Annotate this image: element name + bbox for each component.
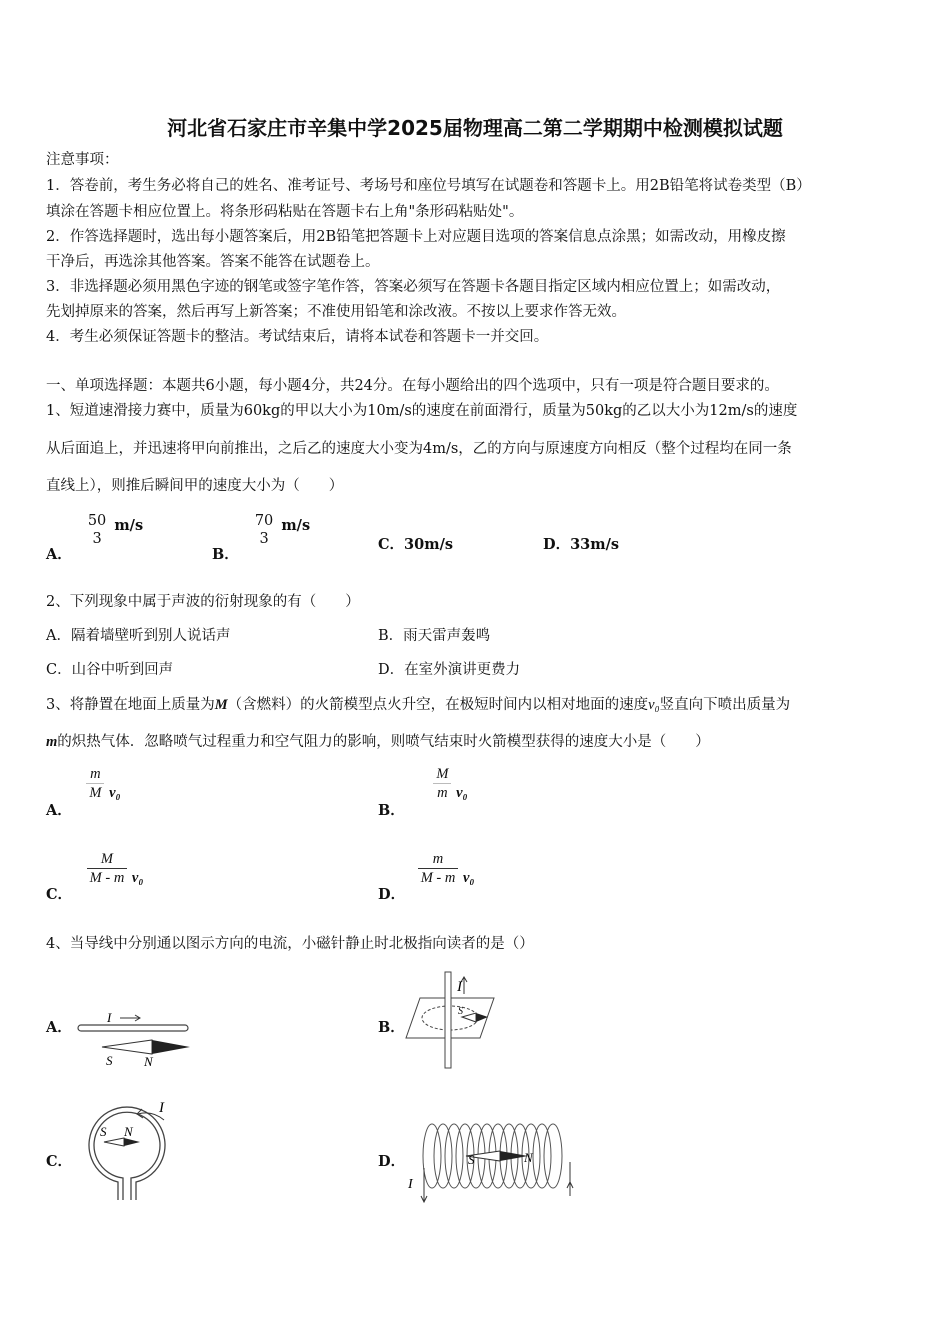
unit: m/s (114, 517, 144, 534)
option-label: A． (46, 801, 72, 819)
option-label: B． (212, 546, 239, 563)
symbol-v0: v₀ (131, 869, 144, 886)
fraction (86, 765, 104, 802)
fraction (85, 512, 109, 548)
fraction (87, 850, 128, 887)
label-S: S (100, 1124, 107, 1139)
q2-stem: 2、下列现象中属于声波的衍射现象的有（ ） (46, 594, 360, 610)
coil-turn (533, 1124, 551, 1188)
q4-option-d[interactable]: D． (378, 1153, 406, 1170)
notice-line: 4．考生必须保证答题卡的整洁。考试结束后，请将本试卷和答题卡一并交回。 (46, 329, 549, 345)
numerator: 50 (87, 513, 107, 529)
symbol-v0: v₀ (648, 697, 660, 713)
option-label: C． (378, 536, 405, 553)
needle-south-icon (104, 1138, 124, 1146)
numerator: 70 (254, 513, 274, 529)
text: （含燃料）的火箭模型点火升空，在极短时间内以相对地面的速度 (227, 697, 649, 713)
symbol-v0: v₀ (462, 869, 475, 886)
coil-turn (445, 1124, 463, 1188)
option-label: D． (378, 885, 406, 903)
notice-heading: 注意事项： (46, 152, 119, 168)
symbol-m: m (46, 734, 58, 750)
label-S: S (458, 1006, 463, 1017)
denominator: M - m (87, 868, 128, 887)
label-N: N (524, 1150, 533, 1165)
q4-option-b[interactable]: B． (378, 1019, 405, 1036)
option-text: 30m/s (404, 536, 454, 553)
denominator: 3 (92, 531, 102, 547)
option-label: A． (46, 546, 72, 563)
notice-line: 3．非选择题必须用黑色字迹的钢笔或签字笔作答，答案必须写在答题卡各题目指定区域内相应位置上；如需改动， (46, 279, 781, 295)
q1-stem-line: 直线上），则推后瞬间甲的速度大小为（ ） (46, 478, 344, 494)
q4-option-c[interactable]: C． (46, 1153, 73, 1170)
label-N: N (144, 1054, 153, 1069)
q1-option-c[interactable] (378, 536, 453, 554)
coil-turn (544, 1124, 562, 1188)
q4-figure-a (72, 1005, 196, 1071)
option-label: D． (543, 536, 571, 553)
notice-line: 2．作答选择题时，选出每小题答案后，用2B铅笔把答题卡上对应题目选项的答案信息点涂黑；如需改动，用橡皮擦 (46, 229, 786, 245)
notice-line: 1．答卷前，考生务必将自己的姓名、准考证号、考场号和座位号填写在试题卷和答题卡上。用2B铅笔将试卷类型（B） (46, 178, 811, 194)
wire (445, 972, 451, 1068)
q3-option-b[interactable] (378, 765, 468, 819)
denominator: m (433, 783, 451, 802)
coil-turn (423, 1124, 441, 1188)
text: 3、将静置在地面上质量为 (46, 697, 215, 713)
label-I: I (159, 1100, 164, 1116)
numerator: m (432, 851, 444, 867)
q1-option-a[interactable] (46, 512, 144, 563)
notice-line: 填涂在答题卡相应位置上。将条形码粘贴在答题卡右上角"条形码粘贴处"。 (46, 204, 524, 220)
symbol-v0: v₀ (456, 784, 468, 801)
q3-option-c[interactable] (46, 850, 144, 903)
q1-stem-line: 从后面追上，并迅速将甲向前推出，之后乙的速度大小变为4m/s，乙的方向与原速度方向相反（整个过程均在同一条 (46, 441, 792, 457)
loop-outer (89, 1107, 165, 1200)
option-label: C． (46, 885, 73, 903)
q4-figure-d (402, 1118, 582, 1206)
q4-stem: 4、当导线中分别通以图示方向的电流，小磁针静止时北极指向读者的是（） (46, 936, 534, 952)
q4-figure-b (402, 966, 502, 1070)
q2-option-d[interactable]: D．在室外演讲更费力 (378, 662, 521, 678)
q2-option-c[interactable]: C．山谷中听到回声 (46, 662, 174, 678)
q3-stem-line (46, 733, 710, 751)
q4-option-a[interactable]: A． (46, 1019, 72, 1036)
label-I: I (107, 1010, 112, 1025)
notice-line: 干净后，再选涂其他答案。答案不能答在试题卷上。 (46, 254, 380, 270)
fraction (433, 765, 451, 802)
label-S: S (106, 1053, 113, 1068)
q1-option-b[interactable] (212, 512, 311, 563)
q2-option-b[interactable]: B．雨天雷声轰鸣 (378, 628, 491, 644)
denominator: M - m (418, 868, 459, 887)
option-label: B． (378, 801, 405, 819)
wire (78, 1025, 188, 1031)
symbol-M: M (214, 697, 228, 713)
text: 的炽热气体．忽略喷气过程重力和空气阻力的影响，则喷气结束时火箭模型获得的速度大小是（ ） (57, 734, 710, 750)
needle-north-icon (124, 1138, 140, 1146)
unit: m/s (281, 517, 311, 534)
page-title: 河北省石家庄市辛集中学2025届物理高二第二学期期中检测模拟试题 (167, 116, 783, 140)
needle-north-icon (152, 1040, 190, 1054)
numerator: M (100, 851, 114, 867)
symbol-v0: v₀ (109, 784, 121, 801)
label-I: I (457, 979, 462, 995)
q1-stem-line: 1、短道速滑接力赛中，质量为60kg的甲以大小为10m/s的速度在前面滑行，质量为50kg的乙以大小为12m/s的速度 (46, 403, 798, 419)
notice-line: 先划掉原来的答案，然后再写上新答案；不准使用铅笔和涂改液。不按以上要求作答无效。 (46, 304, 626, 320)
q2-option-a[interactable]: A．隔着墙壁听到别人说话声 (46, 628, 231, 644)
section-heading: 一、单项选择题：本题共6小题，每小题4分，共24分。在每小题给出的四个选项中，只有一项是符合题目要求的。 (46, 378, 779, 394)
denominator: 3 (259, 531, 269, 547)
coil-turn (434, 1124, 452, 1188)
numerator: m (90, 766, 101, 782)
option-text: 33m/s (570, 536, 620, 553)
numerator: M (436, 766, 449, 782)
q3-option-a[interactable] (46, 765, 121, 819)
text: 竖直向下喷出质量为 (659, 697, 791, 713)
q3-option-d[interactable] (378, 850, 475, 903)
label-N: N (124, 1124, 133, 1139)
q3-stem-line (46, 696, 790, 714)
needle-south-icon (102, 1040, 152, 1054)
fraction (252, 512, 276, 548)
fraction (418, 850, 459, 887)
q1-option-d[interactable] (543, 536, 619, 554)
label-I: I (408, 1177, 413, 1192)
q4-figure-c (72, 1094, 182, 1206)
denominator: M (86, 783, 104, 802)
label-S: S (468, 1152, 475, 1167)
